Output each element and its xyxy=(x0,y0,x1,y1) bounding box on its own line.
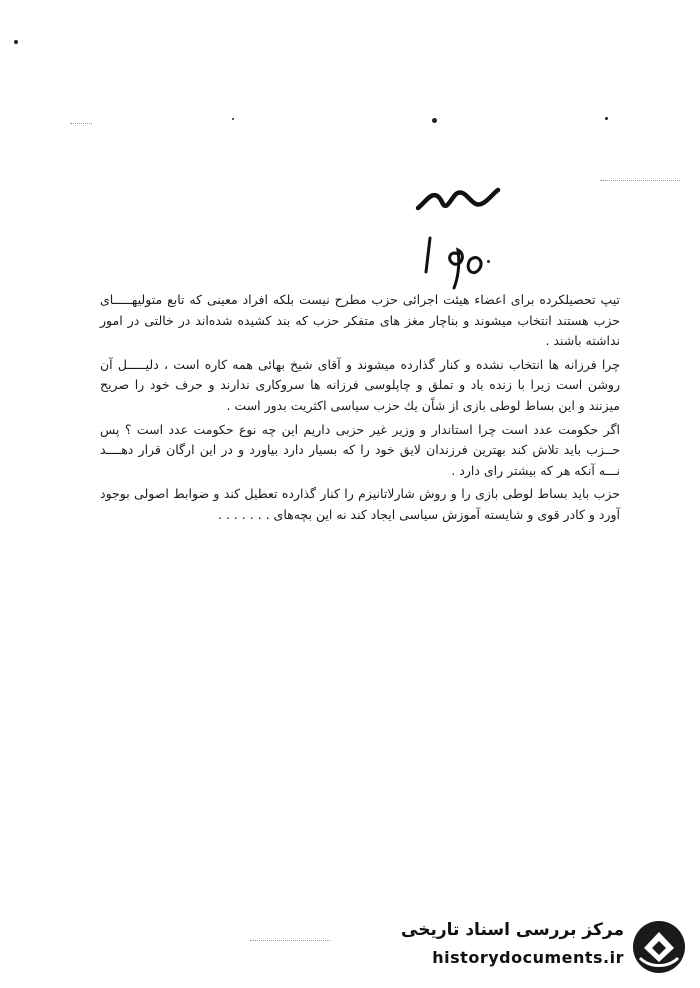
paragraph: حزب باید بساط لوطی بازی را و روش شارلاتانیزم را کنار گذارده تعطیل کند و ضوابط اصولی بوجود آورد و کادر قوی و شایسته آموزش سیاسی ایجاد کند نه این بچه‌های . . . . . . . xyxy=(100,486,620,522)
scan-speck xyxy=(232,118,234,120)
scan-speck xyxy=(14,40,18,44)
scan-speck xyxy=(605,117,608,120)
watermark xyxy=(401,916,688,978)
scan-speck xyxy=(432,118,437,123)
scan-noise xyxy=(600,180,680,183)
paragraph: چرا فرزانه ها انتخاب نشده و کنار گذارده میشوند و آقای شیخ بهائی همه کاره است ، دلیـــــل آن روشن است زیرا با زنده باد و تملق و چاپلوسی فرزانه ها سروکاری ندارند و حرف خود را صریح میزنند و این بساط لوطی بازی از شاًن یك حزب سیاسی اکثریت بدور است . xyxy=(100,356,620,413)
paragraph: تیپ تحصیلکرده برای اعضاء هیئت اجرائی حزب مطرح نیست بلکه افراد معینی که تابع متولیهـــــای حزب هستند انتخاب میشوند و بناچار مغز های متفکر حزب که بند کشیده شده‌اند در خالتی در امور نداشته باشند . xyxy=(100,292,620,349)
scan-noise xyxy=(250,940,330,943)
watermark-name: مرکز بررسی اسناد تاریخی xyxy=(401,920,624,940)
handwritten-page-number xyxy=(400,180,510,300)
scan-noise xyxy=(70,123,92,126)
document-body xyxy=(100,290,620,529)
archive-seal-icon xyxy=(630,918,688,976)
watermark-site: historydocuments.ir xyxy=(432,948,624,967)
paragraph: اگر حکومت عدد است چرا استاندار و وزیر غیر حزبی داریم این چه نوع حکومت عدد است ؟ پس حــزب باید تلاش کند بهترین فرزندان لایق خود را که بسیار دارد بیاورد و در این ارگان قرار دهــــد نـــه آنکه هر که بیشتر رای دارد . xyxy=(100,421,620,478)
